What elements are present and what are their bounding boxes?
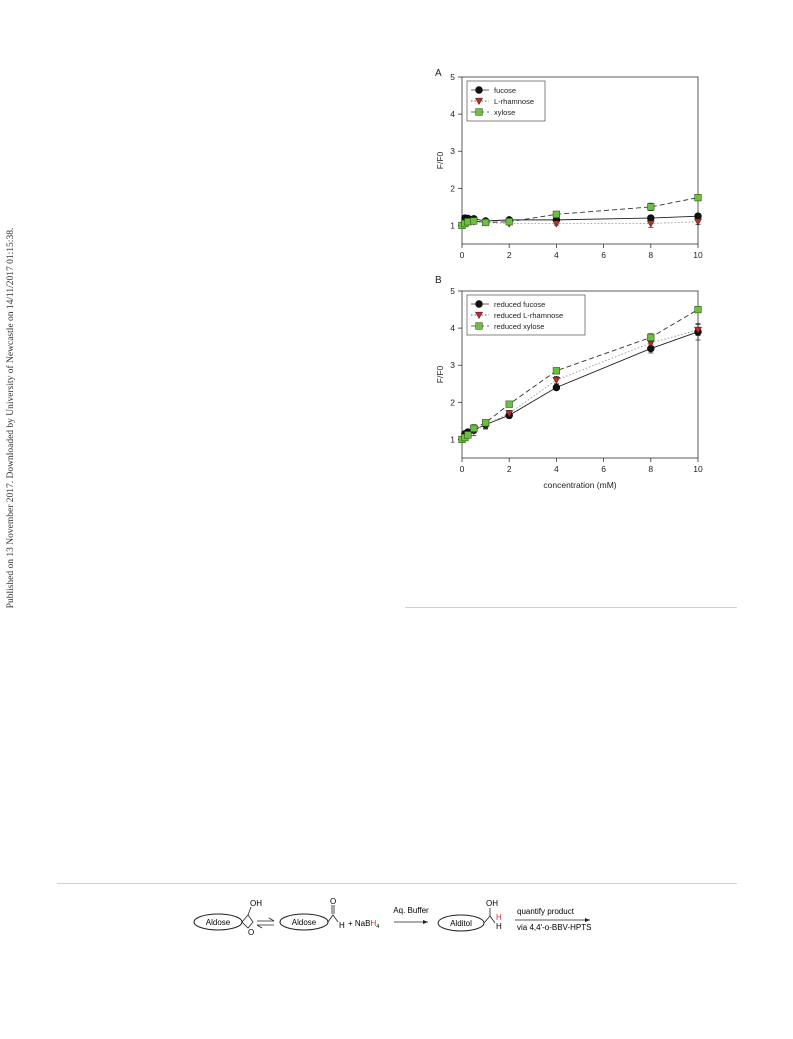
data-point-square [482, 419, 489, 426]
x-tick-label: 4 [554, 464, 559, 474]
download-notice-text: Published on 13 November 2017. Downloaded by University of Newcastle on 14/11/2017 01:15:38. [6, 227, 16, 609]
x-tick-label: 2 [506, 250, 512, 260]
reagent-label: + NaBH$_4$ [348, 919, 380, 930]
x-axis-label: concentration (mM) [543, 480, 617, 490]
alditol-oh-label: OH [486, 899, 498, 908]
data-point-square [506, 218, 513, 225]
aldehyde-bonds [328, 915, 338, 922]
panel-label: A [435, 68, 442, 79]
data-point-square [553, 211, 560, 218]
aldose-open-label: Aldose [291, 918, 317, 927]
data-point-triangle [694, 219, 701, 225]
quantify-top-label: quantify product [517, 907, 574, 916]
y-tick-label: 4 [450, 323, 455, 334]
data-point-square [695, 194, 702, 201]
y-tick-label: 3 [450, 360, 455, 371]
scheme-rule [57, 883, 737, 884]
x-tick-label: 6 [601, 464, 606, 474]
y-tick-label: 3 [450, 146, 455, 157]
y-tick-label: 5 [450, 72, 455, 82]
legend-marker-circle [476, 301, 483, 308]
alditol-bonds [484, 916, 495, 923]
y-tick-label: 4 [450, 109, 455, 120]
data-point-square [506, 401, 513, 408]
new-h-label: H [496, 913, 502, 922]
data-point-square [471, 218, 478, 225]
y-tick-label: 2 [450, 397, 455, 408]
quantify-bottom-label: via 4,4'-o-BBV-HPTS [517, 923, 592, 932]
data-point-triangle [647, 221, 654, 227]
x-tick-label: 2 [506, 464, 512, 474]
panel-label: B [435, 275, 442, 286]
ring-o-label: O [248, 928, 255, 937]
aldose-cyclic-label: Aldose [205, 918, 231, 927]
data-point-square [471, 425, 478, 432]
legend-label: reduced xylose [494, 322, 545, 331]
alditol-label: Alditol [450, 919, 472, 928]
old-h-label: H [496, 922, 502, 931]
equilibrium-arrowhead-forward [269, 918, 274, 921]
y-tick-label: 1 [450, 220, 455, 231]
oh-label: OH [250, 899, 262, 908]
x-tick-label: 10 [693, 464, 703, 474]
quantify-arrowhead [585, 918, 590, 922]
x-tick-label: 8 [648, 250, 654, 260]
data-point-square [553, 367, 560, 374]
legend-label: reduced fucose [494, 300, 546, 309]
data-point-square [648, 334, 655, 341]
legend-label: L-rhamnose [494, 97, 535, 106]
x-tick-label: 4 [554, 250, 559, 260]
data-point-square [695, 306, 702, 313]
data-point-circle [553, 384, 560, 391]
chart-panel-b [435, 275, 703, 490]
buffer-label: Aq. Buffer [393, 906, 429, 915]
x-tick-label: 8 [648, 464, 654, 474]
y-tick-label: 5 [450, 286, 455, 296]
x-tick-label: 6 [601, 250, 606, 260]
data-point-square [482, 219, 489, 226]
legend-marker-square [476, 323, 483, 330]
y-axis-label: F/F0 [435, 151, 445, 170]
data-point-square [465, 432, 472, 439]
legend-marker-square [476, 109, 483, 116]
series-line-0 [462, 216, 698, 225]
series-line-0 [462, 332, 698, 440]
x-tick-label: 0 [459, 464, 465, 474]
data-point-triangle [553, 221, 560, 227]
y-axis-label: F/F0 [435, 365, 445, 384]
equilibrium-arrowhead-back [257, 925, 262, 928]
legend-label: fucose [494, 86, 517, 95]
y-tick-label: 2 [450, 183, 455, 194]
legend-label: xylose [494, 108, 516, 117]
aldehyde-h-label: H [339, 921, 345, 930]
data-point-triangle [553, 377, 560, 383]
chart-panel-a [435, 68, 703, 260]
series-line-2 [462, 198, 698, 226]
y-tick-label: 1 [450, 434, 455, 445]
series-line-1 [462, 330, 698, 439]
x-tick-label: 0 [459, 250, 465, 260]
ring-bonds [242, 915, 253, 928]
legend-marker-circle [476, 87, 483, 94]
carbonyl-o-label: O [330, 897, 337, 906]
reaction-arrowhead [423, 920, 428, 924]
x-tick-label: 10 [693, 250, 703, 260]
legend-label: reduced L-rhamnose [494, 311, 564, 320]
reaction-scheme [190, 895, 630, 945]
data-point-square [648, 204, 655, 211]
oh-bond [248, 907, 251, 915]
